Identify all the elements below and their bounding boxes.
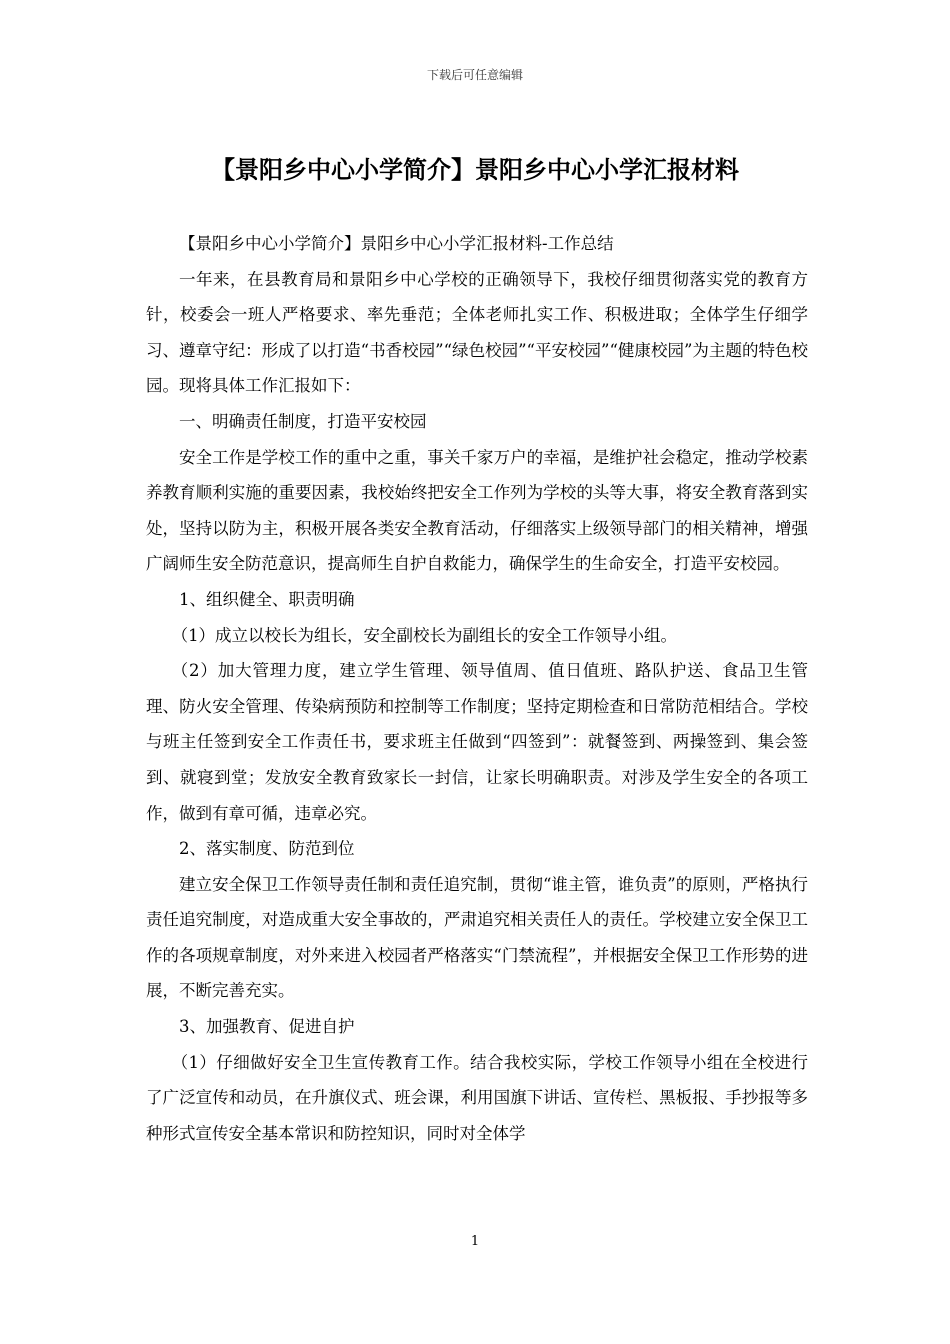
body-paragraph: （1）成立以校长为组长，安全副校长为副组长的安全工作领导小组。 — [171, 625, 678, 645]
body-paragraph: 一、明确责任制度，打造平安校园 — [179, 411, 427, 431]
body-paragraph: 建立安全保卫工作领导责任制和责任追究制，贯彻“谁主管，谁负责”的原则，严格执行责任追究制度，对造成重大安全事故的，严肃追究相关责任人的责任。学校建立安全保卫工作的各项规章制度，对外来进入校园者严格落实“门禁流程”，并根据安全保卫工作形势的进展，不断完善充实。 — [146, 874, 808, 1001]
body-paragraph: 【景阳乡中心小学简介】景阳乡中心小学汇报材料-工作总结 — [179, 234, 614, 253]
page-number: 1 — [470, 1234, 480, 1249]
document-body — [146, 226, 808, 1151]
header-note: 下载后可任意编辑 — [426, 68, 523, 82]
body-paragraph: 安全工作是学校工作的重中之重，事关千家万户的幸福，是维护社会稳定，推动学校素养教育顺利实施的重要因素，我校始终把安全工作列为学校的头等大事，将安全教育落到实处，坚持以防为主，积极开展各类安全教育活动，仔细落实上级领导部门的相关精神，增强广阔师生安全防范意识，提高师生自护自救能力，确保学生的生命安全，打造平安校园。 — [146, 447, 808, 574]
body-paragraph: （1）仔细做好安全卫生宣传教育工作。结合我校实际，学校工作领导小组在全校进行了广泛宣传和动员，在升旗仪式、班会课，利用国旗下讲话、宣传栏、黑板报、手抄报等多种形式宣传安全基本常识和防控知识，同时对全体学 — [146, 1052, 808, 1143]
body-paragraph: 2、落实制度、防范到位 — [179, 839, 355, 859]
body-paragraph: 3、加强教育、促进自护 — [179, 1017, 355, 1037]
document-title: 【景阳乡中心小学简介】景阳乡中心小学汇报材料 — [211, 156, 739, 184]
body-paragraph: 一年来，在县教育局和景阳乡中心学校的正确领导下，我校仔细贯彻落实党的教育方针，校委会一班人严格要求、率先垂范；全体老师扎实工作、积极进取；全体学生仔细学习、遵章守纪：形成了以打造“书香校园”“绿色校园”“平安校园”“健康校园”为主题的特色校园。现将具体工作汇报如下： — [146, 269, 808, 396]
body-paragraph: （2）加大管理力度，建立学生管理、领导值周、值日值班、路队护送、食品卫生管理、防火安全管理、传染病预防和控制等工作制度；坚持定期检查和日常防范相结合。学校与班主任签到安全工作责任书，要求班主任做到“四签到”：就餐签到、两操签到、集会签到、就寝到堂；发放安全教育致家长一封信，让家长明确职责。对涉及学生安全的各项工作，做到有章可循，违章必究。 — [146, 661, 808, 823]
body-paragraph: 1、组织健全、职责明确 — [179, 589, 355, 609]
